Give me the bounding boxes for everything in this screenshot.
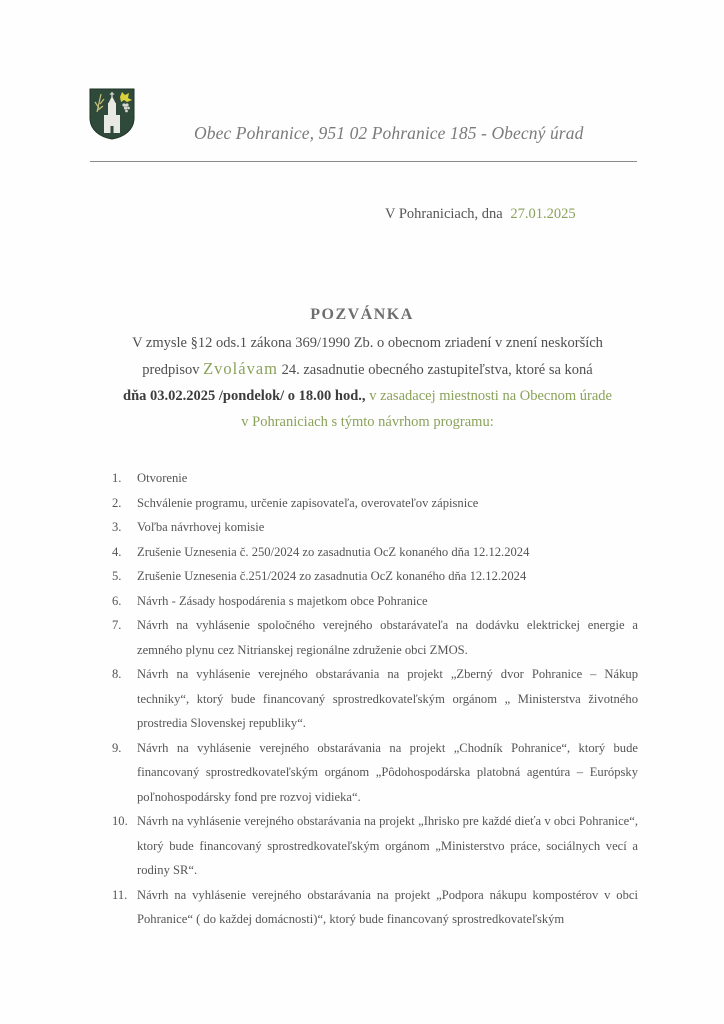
intro-line-2	[95, 356, 640, 383]
agenda-number: 6.	[112, 593, 122, 608]
agenda-text: Voľba návrhovej komisie	[137, 520, 265, 534]
agenda-item	[112, 613, 638, 662]
agenda-text: Návrh - Zásady hospodárenia s majetkom obce Pohranice	[137, 593, 428, 608]
agenda-item	[112, 809, 638, 883]
intro-line-3	[95, 383, 640, 409]
intro-line-4: v Pohraniciach s týmto návrhom programu:	[241, 414, 494, 430]
agenda-item	[112, 540, 638, 565]
agenda-number: 1.	[112, 471, 122, 485]
intro-text: predpisov	[142, 362, 204, 378]
agenda-number: 11.	[112, 887, 128, 902]
agenda-text: Návrh na vyhlásenie verejného obstarávania na projekt „Ihrisko pre každé dieťa v obci Pohranice“, ktorý bude financovaný sprostredkovateľským orgánom „Ministerstvo práce, sociálnych vecí a rodiny SR“.	[137, 814, 638, 877]
document-title: POZVÁNKA	[310, 306, 414, 323]
agenda-text: Zrušenie Uznesenia č. 250/2024 zo zasadnutia OcZ konaného dňa 12.12.2024	[137, 544, 530, 559]
agenda-text: Návrh na vyhlásenie verejného obstarávania na projekt „Chodník Pohranice“, ktorý bude financovaný sprostredkovateľským orgánom „Pôdohospodárska platobná agentúra – Európsky poľnohospodársky fond pre rozvoj vidieka“.	[137, 740, 638, 804]
meeting-location: v zasadacej miestnosti na Obecnom úrade	[365, 388, 612, 404]
agenda-item	[112, 491, 638, 516]
letterhead: Obec Pohranice, 951 02 Pohranice 185 - Obecný úrad	[194, 123, 584, 143]
coat-of-arms-icon	[89, 88, 135, 140]
agenda-item	[112, 466, 638, 491]
agenda-number: 5.	[112, 569, 122, 583]
agenda-number: 3.	[112, 520, 122, 534]
header-divider	[90, 161, 637, 162]
intro-line-1: V zmysle §12 ods.1 zákona 369/1990 Zb. o obecnom zriadení v znení neskorších	[132, 335, 603, 351]
meeting-date-time: dňa 03.02.2025 /pondelok/ o 18.00 hod.,	[123, 388, 366, 404]
agenda-number: 8.	[112, 667, 122, 681]
agenda-item	[112, 883, 638, 932]
dateline-date: 27.01.2025	[510, 206, 576, 222]
intro-text: 24. zasadnutie obecného zastupiteľstva, ktoré sa koná	[278, 362, 593, 378]
agenda-text: Návrh na vyhlásenie verejného obstarávania na projekt „Podpora nákupu kompostérov v obci Pohranice“ ( do každej domácnosti)“, ktorý bude financovaný sprostredkovateľským	[137, 887, 638, 926]
agenda-item	[112, 515, 638, 540]
agenda-number: 4.	[112, 544, 122, 559]
agenda-text: Schválenie programu, určenie zapisovateľa, overovateľov zápisnice	[137, 495, 479, 510]
agenda-item	[112, 662, 638, 736]
agenda-number: 2.	[112, 495, 122, 510]
agenda-number: 10.	[112, 814, 128, 828]
dateline-place: V Pohraniciach, dna	[385, 206, 503, 222]
intro-paragraph	[95, 330, 640, 435]
agenda-text: Návrh na vyhlásenie verejného obstarávania na projekt „Zberný dvor Pohranice – Nákup techniky“, ktorý bude financovaný sprostredkovateľským orgánom „ Ministerstva životného prostredia Slovenskej republiky“.	[137, 667, 638, 730]
agenda-number: 7.	[112, 618, 122, 632]
agenda-item	[112, 564, 638, 589]
agenda-item	[112, 589, 638, 614]
agenda-list	[112, 466, 638, 932]
agenda-text: Otvorenie	[137, 471, 188, 485]
agenda-number: 9.	[112, 740, 122, 755]
agenda-item	[112, 736, 638, 810]
agenda-text: Návrh na vyhlásenie spoločného verejného obstarávateľa na dodávku elektrickej energie a zemného plynu cez Nitrianskej regionálne združenie obci ZMOS.	[137, 618, 638, 657]
agenda-text: Zrušenie Uznesenia č.251/2024 zo zasadnutia OcZ konaného dňa 12.12.2024	[137, 569, 527, 583]
zvolavam-highlight: Zvolávam	[203, 359, 278, 378]
dateline	[385, 206, 576, 223]
